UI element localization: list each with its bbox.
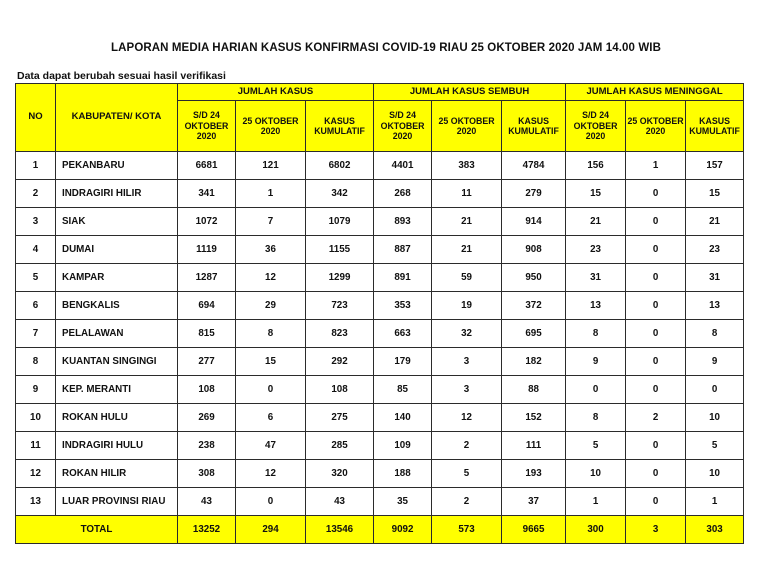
kasus-sd24: 1287 xyxy=(178,264,236,292)
meninggal-kumulatif: 157 xyxy=(686,152,744,180)
sembuh-sd24: 179 xyxy=(374,348,432,376)
table-row xyxy=(16,432,744,460)
row-kabupaten: ROKAN HULU xyxy=(56,404,178,432)
meninggal-sd24: 8 xyxy=(566,320,626,348)
meninggal-sd24: 1 xyxy=(566,488,626,516)
verification-note: Data dapat berubah sesuai hasil verifikasi xyxy=(17,70,226,82)
kasus-sd24: 341 xyxy=(178,180,236,208)
total-meninggal-25: 3 xyxy=(626,516,686,544)
sembuh-kumulatif: 111 xyxy=(502,432,566,460)
kasus-kumulatif: 342 xyxy=(306,180,374,208)
sembuh-kumulatif: 695 xyxy=(502,320,566,348)
meninggal-kumulatif: 21 xyxy=(686,208,744,236)
sembuh-25: 3 xyxy=(432,348,502,376)
sembuh-sd24: 893 xyxy=(374,208,432,236)
kasus-25: 12 xyxy=(236,460,306,488)
header-meninggal-kumulatif: KASUS KUMULATIF xyxy=(686,101,744,152)
table-row xyxy=(16,292,744,320)
sembuh-sd24: 353 xyxy=(374,292,432,320)
table-body xyxy=(16,152,744,544)
meninggal-sd24: 13 xyxy=(566,292,626,320)
sembuh-25: 59 xyxy=(432,264,502,292)
sembuh-kumulatif: 182 xyxy=(502,348,566,376)
row-kabupaten: PEKANBARU xyxy=(56,152,178,180)
header-kabupaten: KABUPATEN/ KOTA xyxy=(56,84,178,152)
sembuh-sd24: 35 xyxy=(374,488,432,516)
kasus-sd24: 269 xyxy=(178,404,236,432)
meninggal-sd24: 156 xyxy=(566,152,626,180)
sembuh-kumulatif: 88 xyxy=(502,376,566,404)
header-group-sembuh: JUMLAH KASUS SEMBUH xyxy=(374,84,566,101)
kasus-sd24: 815 xyxy=(178,320,236,348)
table-row xyxy=(16,236,744,264)
header-no: NO xyxy=(16,84,56,152)
row-kabupaten: INDRAGIRI HULU xyxy=(56,432,178,460)
total-sembuh-25: 573 xyxy=(432,516,502,544)
meninggal-sd24: 31 xyxy=(566,264,626,292)
header-meninggal-sd24: S/D 24 OKTOBER 2020 xyxy=(566,101,626,152)
sembuh-kumulatif: 372 xyxy=(502,292,566,320)
kasus-sd24: 308 xyxy=(178,460,236,488)
sembuh-25: 2 xyxy=(432,432,502,460)
sembuh-sd24: 268 xyxy=(374,180,432,208)
row-kabupaten: ROKAN HILIR xyxy=(56,460,178,488)
meninggal-25: 1 xyxy=(626,152,686,180)
meninggal-25: 0 xyxy=(626,180,686,208)
meninggal-kumulatif: 5 xyxy=(686,432,744,460)
table-row xyxy=(16,320,744,348)
total-meninggal-sd24: 300 xyxy=(566,516,626,544)
table-row xyxy=(16,264,744,292)
meninggal-kumulatif: 10 xyxy=(686,460,744,488)
row-kabupaten: KAMPAR xyxy=(56,264,178,292)
kasus-kumulatif: 275 xyxy=(306,404,374,432)
table-row xyxy=(16,404,744,432)
kasus-25: 29 xyxy=(236,292,306,320)
meninggal-25: 0 xyxy=(626,292,686,320)
total-kasus-sd24: 13252 xyxy=(178,516,236,544)
header-sembuh-25: 25 OKTOBER 2020 xyxy=(432,101,502,152)
meninggal-sd24: 0 xyxy=(566,376,626,404)
meninggal-25: 0 xyxy=(626,236,686,264)
sembuh-kumulatif: 914 xyxy=(502,208,566,236)
kasus-kumulatif: 823 xyxy=(306,320,374,348)
kasus-25: 121 xyxy=(236,152,306,180)
sembuh-kumulatif: 279 xyxy=(502,180,566,208)
meninggal-kumulatif: 10 xyxy=(686,404,744,432)
kasus-25: 0 xyxy=(236,376,306,404)
header-sembuh-sd24: S/D 24 OKTOBER 2020 xyxy=(374,101,432,152)
meninggal-sd24: 5 xyxy=(566,432,626,460)
row-kabupaten: SIAK xyxy=(56,208,178,236)
row-no: 8 xyxy=(16,348,56,376)
meninggal-sd24: 15 xyxy=(566,180,626,208)
total-label: TOTAL xyxy=(16,516,178,544)
row-kabupaten: PELALAWAN xyxy=(56,320,178,348)
table-row xyxy=(16,180,744,208)
kasus-25: 36 xyxy=(236,236,306,264)
meninggal-25: 0 xyxy=(626,460,686,488)
meninggal-sd24: 10 xyxy=(566,460,626,488)
row-no: 3 xyxy=(16,208,56,236)
meninggal-25: 0 xyxy=(626,264,686,292)
meninggal-25: 0 xyxy=(626,320,686,348)
total-row xyxy=(16,516,744,544)
sembuh-kumulatif: 4784 xyxy=(502,152,566,180)
total-sembuh-sd24: 9092 xyxy=(374,516,432,544)
table-row xyxy=(16,488,744,516)
header-kasus-sd24: S/D 24 OKTOBER 2020 xyxy=(178,101,236,152)
kasus-sd24: 1072 xyxy=(178,208,236,236)
row-no: 7 xyxy=(16,320,56,348)
row-no: 4 xyxy=(16,236,56,264)
row-no: 6 xyxy=(16,292,56,320)
meninggal-25: 0 xyxy=(626,348,686,376)
meninggal-25: 0 xyxy=(626,208,686,236)
meninggal-kumulatif: 0 xyxy=(686,376,744,404)
total-kasus-kumulatif: 13546 xyxy=(306,516,374,544)
row-no: 12 xyxy=(16,460,56,488)
meninggal-kumulatif: 8 xyxy=(686,320,744,348)
kasus-kumulatif: 285 xyxy=(306,432,374,460)
kasus-kumulatif: 723 xyxy=(306,292,374,320)
row-kabupaten: DUMAI xyxy=(56,236,178,264)
header-kasus-25: 25 OKTOBER 2020 xyxy=(236,101,306,152)
sembuh-sd24: 891 xyxy=(374,264,432,292)
sembuh-25: 5 xyxy=(432,460,502,488)
sembuh-sd24: 85 xyxy=(374,376,432,404)
meninggal-kumulatif: 15 xyxy=(686,180,744,208)
report-title: LAPORAN MEDIA HARIAN KASUS KONFIRMASI COVID-19 RIAU 25 OKTOBER 2020 JAM 14.00 WIB xyxy=(111,42,661,54)
row-kabupaten: KUANTAN SINGINGI xyxy=(56,348,178,376)
row-kabupaten: KEP. MERANTI xyxy=(56,376,178,404)
sembuh-kumulatif: 37 xyxy=(502,488,566,516)
sembuh-kumulatif: 950 xyxy=(502,264,566,292)
row-no: 10 xyxy=(16,404,56,432)
kasus-kumulatif: 43 xyxy=(306,488,374,516)
sembuh-25: 383 xyxy=(432,152,502,180)
kasus-25: 7 xyxy=(236,208,306,236)
sembuh-sd24: 140 xyxy=(374,404,432,432)
kasus-kumulatif: 1299 xyxy=(306,264,374,292)
row-kabupaten: BENGKALIS xyxy=(56,292,178,320)
meninggal-25: 0 xyxy=(626,432,686,460)
meninggal-kumulatif: 13 xyxy=(686,292,744,320)
row-no: 9 xyxy=(16,376,56,404)
table-row xyxy=(16,376,744,404)
kasus-kumulatif: 292 xyxy=(306,348,374,376)
kasus-kumulatif: 6802 xyxy=(306,152,374,180)
meninggal-25: 0 xyxy=(626,488,686,516)
header-meninggal-25: 25 OKTOBER 2020 xyxy=(626,101,686,152)
kasus-sd24: 43 xyxy=(178,488,236,516)
meninggal-kumulatif: 1 xyxy=(686,488,744,516)
header-group-meninggal: JUMLAH KASUS MENINGGAL xyxy=(566,84,744,101)
kasus-25: 8 xyxy=(236,320,306,348)
sembuh-25: 12 xyxy=(432,404,502,432)
kasus-sd24: 694 xyxy=(178,292,236,320)
sembuh-kumulatif: 193 xyxy=(502,460,566,488)
table-row xyxy=(16,208,744,236)
sembuh-sd24: 109 xyxy=(374,432,432,460)
sembuh-25: 19 xyxy=(432,292,502,320)
meninggal-25: 2 xyxy=(626,404,686,432)
kasus-25: 1 xyxy=(236,180,306,208)
kasus-25: 6 xyxy=(236,404,306,432)
meninggal-kumulatif: 23 xyxy=(686,236,744,264)
meninggal-sd24: 9 xyxy=(566,348,626,376)
kasus-kumulatif: 108 xyxy=(306,376,374,404)
total-sembuh-kumulatif: 9665 xyxy=(502,516,566,544)
sembuh-25: 32 xyxy=(432,320,502,348)
sembuh-kumulatif: 152 xyxy=(502,404,566,432)
sembuh-sd24: 188 xyxy=(374,460,432,488)
row-no: 2 xyxy=(16,180,56,208)
kasus-25: 15 xyxy=(236,348,306,376)
kasus-kumulatif: 1155 xyxy=(306,236,374,264)
total-kasus-25: 294 xyxy=(236,516,306,544)
kasus-kumulatif: 320 xyxy=(306,460,374,488)
sembuh-sd24: 663 xyxy=(374,320,432,348)
kasus-25: 12 xyxy=(236,264,306,292)
sembuh-25: 21 xyxy=(432,208,502,236)
meninggal-kumulatif: 9 xyxy=(686,348,744,376)
row-no: 13 xyxy=(16,488,56,516)
sembuh-25: 2 xyxy=(432,488,502,516)
total-meninggal-kumulatif: 303 xyxy=(686,516,744,544)
table-row xyxy=(16,460,744,488)
kasus-sd24: 1119 xyxy=(178,236,236,264)
meninggal-sd24: 8 xyxy=(566,404,626,432)
sembuh-25: 21 xyxy=(432,236,502,264)
meninggal-sd24: 21 xyxy=(566,208,626,236)
row-kabupaten: INDRAGIRI HILIR xyxy=(56,180,178,208)
meninggal-sd24: 23 xyxy=(566,236,626,264)
meninggal-25: 0 xyxy=(626,376,686,404)
kasus-sd24: 108 xyxy=(178,376,236,404)
sembuh-sd24: 4401 xyxy=(374,152,432,180)
kasus-kumulatif: 1079 xyxy=(306,208,374,236)
header-group-kasus: JUMLAH KASUS xyxy=(178,84,374,101)
kasus-sd24: 277 xyxy=(178,348,236,376)
covid-cases-table xyxy=(15,83,744,544)
header-kasus-kumulatif: KASUS KUMULATIF xyxy=(306,101,374,152)
kasus-25: 0 xyxy=(236,488,306,516)
row-no: 11 xyxy=(16,432,56,460)
kasus-25: 47 xyxy=(236,432,306,460)
meninggal-kumulatif: 31 xyxy=(686,264,744,292)
sembuh-kumulatif: 908 xyxy=(502,236,566,264)
kasus-sd24: 238 xyxy=(178,432,236,460)
row-no: 1 xyxy=(16,152,56,180)
sembuh-25: 11 xyxy=(432,180,502,208)
sembuh-sd24: 887 xyxy=(374,236,432,264)
kasus-sd24: 6681 xyxy=(178,152,236,180)
table-row xyxy=(16,348,744,376)
row-kabupaten: LUAR PROVINSI RIAU xyxy=(56,488,178,516)
row-no: 5 xyxy=(16,264,56,292)
header-sembuh-kumulatif: KASUS KUMULATIF xyxy=(502,101,566,152)
sembuh-25: 3 xyxy=(432,376,502,404)
table-row xyxy=(16,152,744,180)
